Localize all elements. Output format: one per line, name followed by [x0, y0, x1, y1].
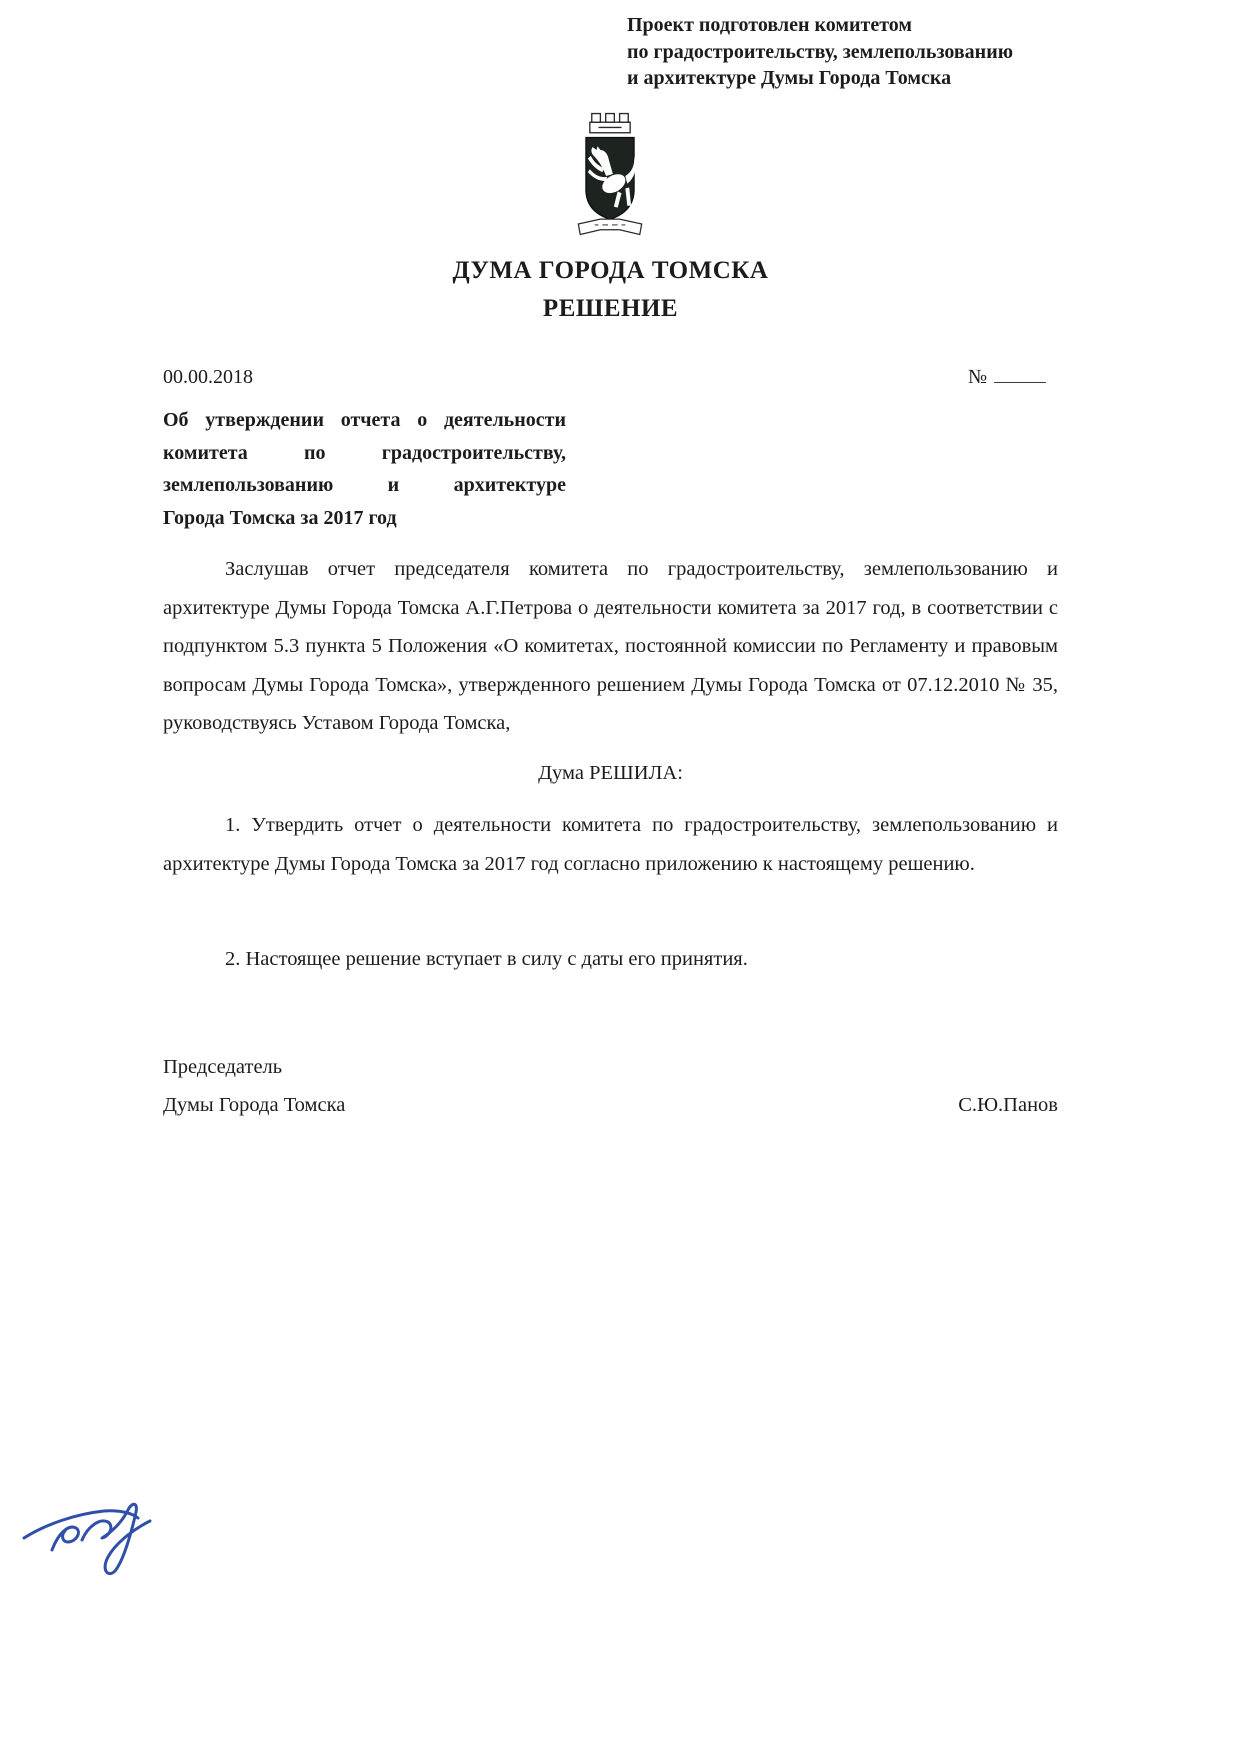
number-label: № — [968, 366, 988, 388]
doc-type: РЕШЕНИЕ — [542, 295, 679, 322]
signer-position-line1: Председатель — [163, 1056, 283, 1078]
org-name: ДУМА ГОРОДА ТОМСКА — [452, 257, 769, 284]
subject-line: Об утверждении отчета о деятельности — [163, 409, 566, 431]
ribbon-banner — [578, 219, 641, 234]
prepared-by-note — [627, 12, 1097, 92]
number-blank-line — [994, 367, 1046, 383]
crown-icon — [590, 114, 630, 133]
preamble-paragraph: Заслушав отчет председателя комитета по градостроительству, землепользованию и архитектуре Думы Города Томска А.Г.Петрова о деятельности комитета за 2017 год, в соответствии с подпунктом 5.3 пункта 5 Положения «О комитетах, постоянной комиссии по Регламенту и правовым вопросам Думы Города Томска», утвержденного решением Думы Города Томска от 07.12.2010 № 35, руководствуясь Уставом Города Томска, — [163, 558, 1058, 735]
signer-position-line2: Думы Города Томска — [163, 1094, 346, 1116]
tomsk-coat-of-arms-icon — [562, 106, 658, 244]
subject-line: Города Томска за 2017 год — [163, 506, 397, 529]
document-title — [163, 252, 1058, 328]
document-number — [968, 366, 1046, 389]
subject-line: землепользованию и архитектуре — [163, 474, 566, 496]
signature-row — [163, 1094, 1058, 1117]
prepared-by-line: Проект подготовлен комитетом — [627, 14, 913, 36]
resolution-item-2: 2. Настоящее решение вступает в силу с даты его принятия. — [225, 948, 748, 970]
handwritten-signature — [18, 1468, 188, 1588]
prepared-by-line: по градостроительству, землепользованию — [627, 40, 1013, 63]
resolution-item-1: 1. Утвердить отчет о деятельности комитета по градостроительству, землепользованию и архитектуре Думы Города Томска за 2017 год согласно приложению к настоящему решению. — [163, 814, 1058, 875]
prepared-by-line: и архитектуре Думы Города Томска — [627, 67, 952, 89]
subject-heading — [163, 404, 566, 534]
document-date: 00.00.2018 — [163, 366, 253, 388]
signer-name: С.Ю.Панов — [958, 1094, 1058, 1116]
subject-line: комитета по градостроительству, — [163, 441, 566, 464]
resolution-heading: Дума РЕШИЛА: — [538, 762, 683, 784]
